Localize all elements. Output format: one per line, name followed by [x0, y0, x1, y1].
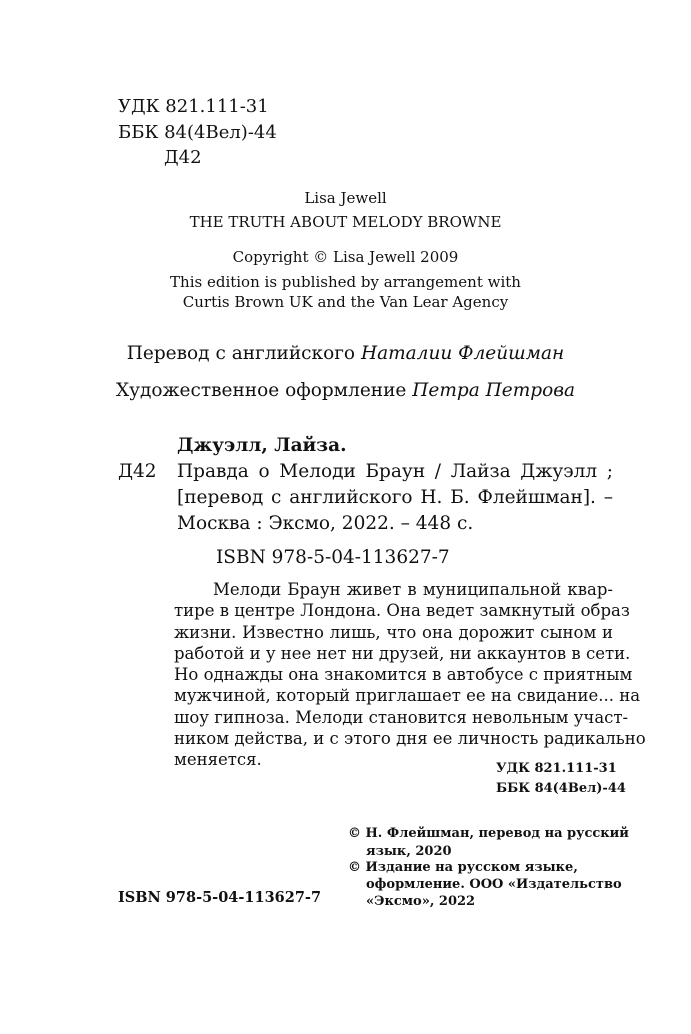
catalog-mark: Д42	[118, 461, 157, 482]
bottom-udk-code: УДК 821.111-31	[496, 761, 617, 776]
footer-isbn: ISBN 978-5-04-113627-7	[118, 889, 322, 906]
annotation-line: жизни. Известно лишь, что она дорожит сыном и	[174, 622, 613, 642]
copyright-translation-line2: язык, 2020	[366, 844, 452, 859]
copyright-translation-line1: © Н. Флейшман, перевод на русский	[348, 826, 629, 841]
catalog-line2: [перевод с английского Н. Б. Флейшман]. –	[177, 487, 613, 508]
annotation-line: тире в центре Лондона. Она ведет замкнутый образ	[174, 601, 630, 621]
annotation-line: Мелоди Браун живет в муниципальной квар-	[213, 580, 613, 599]
bbk-code: ББК 84(4Вел)-44	[118, 122, 277, 143]
annotation	[174, 579, 646, 771]
edition-note-line2: Curtis Brown UK and the Van Lear Agency	[182, 293, 509, 311]
design-label: Художественное оформление	[115, 380, 407, 401]
annotation-line: мужчиной, который приглашает ее на свидание... на	[174, 686, 641, 706]
catalog-isbn: ISBN 978-5-04-113627-7	[216, 547, 450, 568]
edition-note-line1: This edition is published by arrangement with	[170, 273, 521, 291]
translation-label: Перевод с английского	[126, 343, 356, 364]
annotation-line: шоу гипноза. Мелоди становится невольным участ-	[174, 707, 629, 727]
design-credit	[0, 378, 691, 404]
udk-code: УДК 821.111-31	[118, 96, 269, 117]
original-title: THE TRUTH ABOUT MELODY BROWNE	[189, 213, 502, 231]
annotation-line: меняется.	[174, 750, 262, 770]
original-copyright: Copyright © Lisa Jewell 2009	[232, 248, 459, 266]
designer-name: Петра Петрова	[412, 380, 576, 401]
annotation-line: Но однажды она знакомится в автобусе с приятным	[174, 665, 633, 685]
copyright-edition-line2: оформление. ООО «Издательство	[366, 877, 622, 892]
catalog-heading: Джуэлл, Лайза.	[177, 435, 347, 456]
annotation-line: работой и у нее нет ни друзей, ни аккаунтов в сети.	[174, 643, 631, 663]
original-author: Lisa Jewell	[304, 189, 387, 207]
catalog-line1: Правда о Мелоди Браун / Лайза Джуэлл ;	[177, 461, 613, 482]
copyright-edition-line1: © Издание на русском языке,	[348, 860, 578, 875]
annotation-line: ником действа, и с этого дня ее личность радикально	[174, 729, 646, 749]
translation-credit	[0, 341, 691, 367]
bottom-bbk-code: ББК 84(4Вел)-44	[496, 781, 626, 796]
copyright-edition-line3: «Эксмо», 2022	[366, 894, 476, 909]
author-mark: Д42	[164, 147, 202, 168]
translator-name: Наталии Флейшман	[360, 343, 565, 364]
catalog-line3: Москва : Эксмо, 2022. – 448 с.	[177, 513, 474, 534]
